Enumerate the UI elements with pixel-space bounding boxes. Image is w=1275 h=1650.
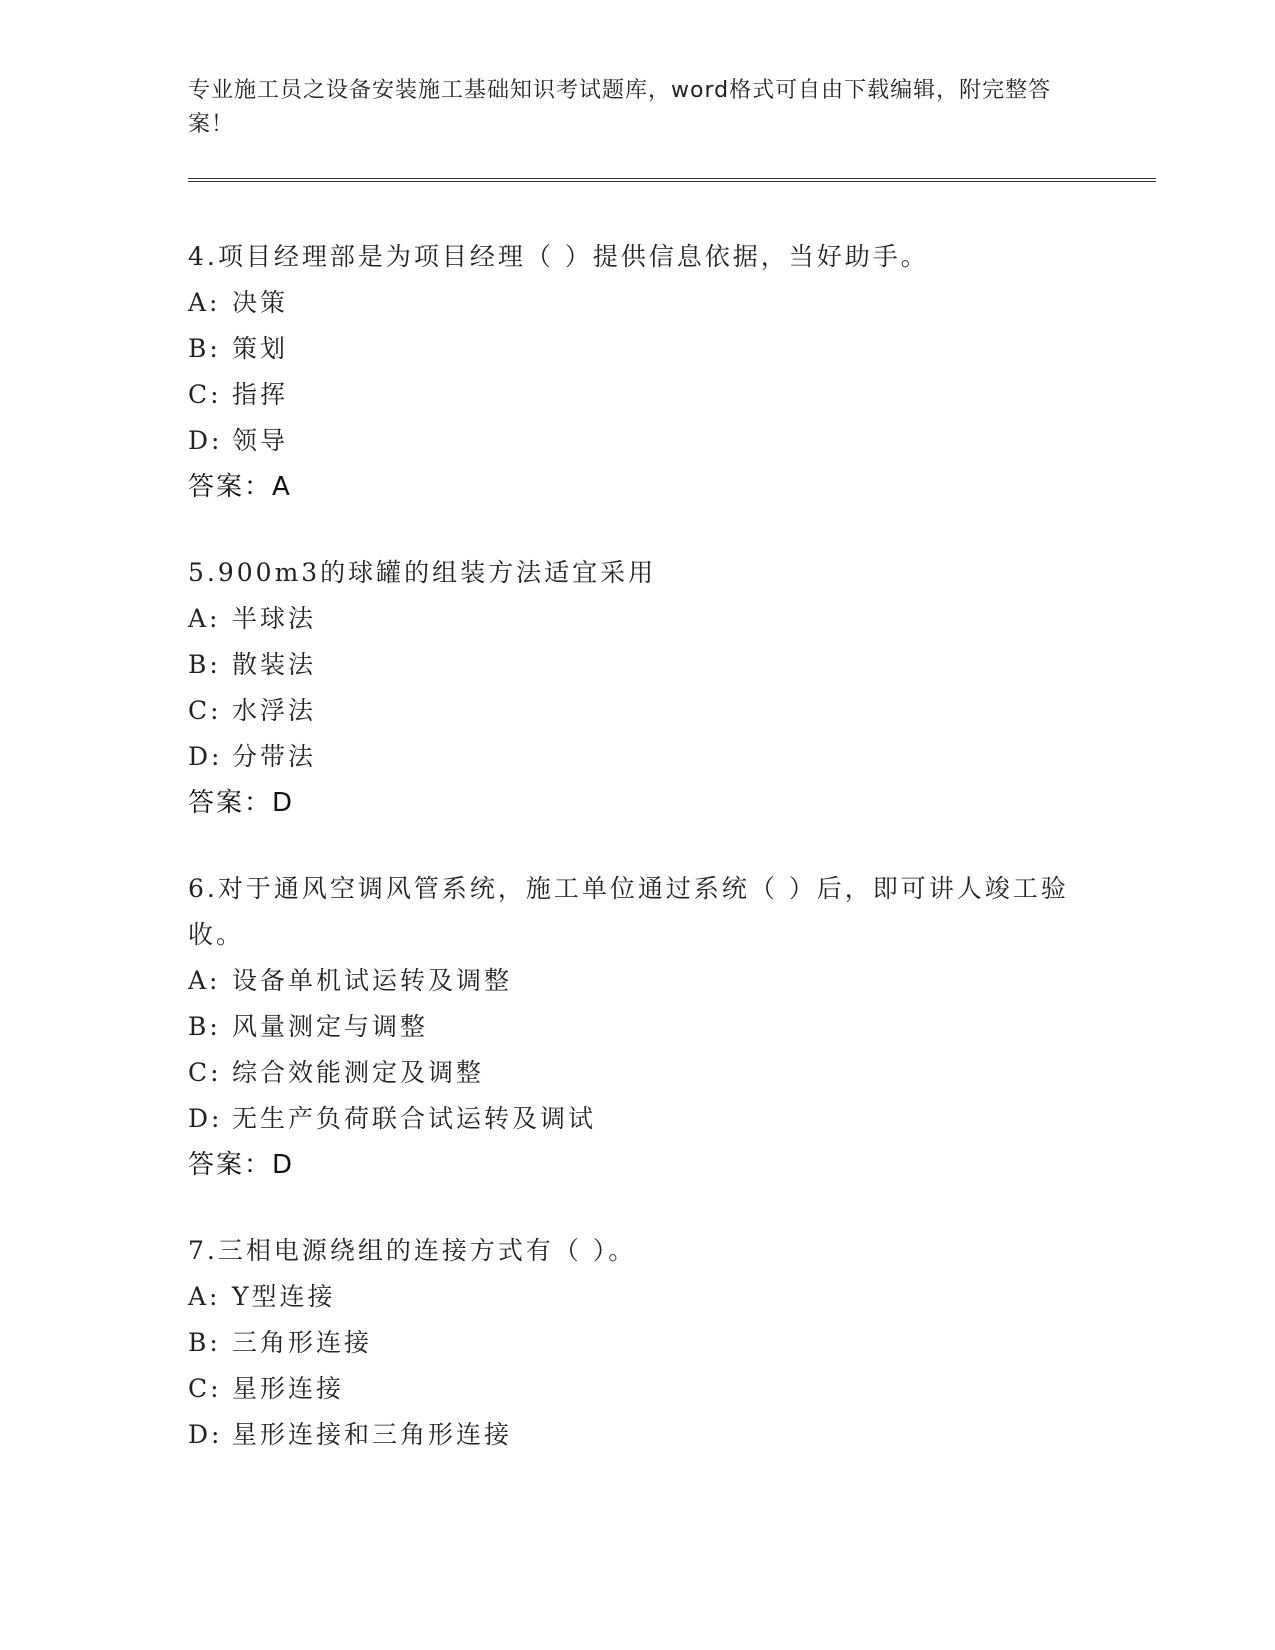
question-list (188, 234, 1088, 1498)
question-stem: 4.项目经理部是为项目经理（ ）提供信息依据，当好助手。 (188, 242, 929, 271)
question-option (188, 642, 1088, 688)
question-option (188, 1320, 1088, 1366)
option-letter: B: (188, 334, 221, 363)
option-text: Y型连接 (232, 1282, 336, 1311)
question-option (188, 326, 1088, 372)
option-text: 星形连接 (232, 1374, 345, 1403)
question-item (188, 1228, 1088, 1458)
option-text: 星形连接和三角形连接 (232, 1420, 513, 1449)
option-text: 水浮法 (232, 696, 317, 725)
option-letter: A: (188, 604, 221, 633)
option-text: 领导 (232, 426, 289, 455)
option-letter: B: (188, 650, 221, 679)
option-text: 分带法 (232, 742, 317, 771)
option-letter: B: (188, 1328, 221, 1357)
page-header-title: 专业施工员之设备安装施工基础知识考试题库，word格式可自由下载编辑，附完整答案！ (188, 78, 1052, 137)
option-text: 决策 (232, 288, 289, 317)
option-letter: D: (188, 1104, 223, 1133)
question-stem: 6.对于通风空调风管系统，施工单位通过系统（ ）后，即可讲人竣工验收。 (188, 874, 1069, 949)
question-option (188, 1096, 1088, 1142)
question-option (188, 1412, 1088, 1458)
question-option (188, 1004, 1088, 1050)
question-answer: 答案：A (188, 472, 292, 502)
option-letter: A: (188, 288, 221, 317)
option-letter: A: (188, 1282, 221, 1311)
header-divider (188, 178, 1156, 182)
option-text: 设备单机试运转及调整 (232, 966, 513, 995)
question-answer: 答案：D (188, 1150, 295, 1180)
option-text: 半球法 (232, 604, 317, 633)
option-letter: D: (188, 1420, 223, 1449)
question-item (188, 866, 1088, 1188)
option-text: 指挥 (232, 380, 289, 409)
option-letter: D: (188, 426, 223, 455)
question-option (188, 596, 1088, 642)
question-stem: 5.900m3的球罐的组装方法适宜采用 (188, 558, 657, 587)
question-option (188, 280, 1088, 326)
question-stem: 7.三相电源绕组的连接方式有（ ）。 (188, 1236, 637, 1265)
option-letter: C: (188, 1058, 222, 1087)
question-item (188, 550, 1088, 826)
question-option (188, 688, 1088, 734)
option-text: 无生产负荷联合试运转及调试 (232, 1104, 597, 1133)
option-letter: A: (188, 966, 221, 995)
option-letter: C: (188, 1374, 222, 1403)
question-option (188, 958, 1088, 1004)
question-option (188, 734, 1088, 780)
question-option (188, 1050, 1088, 1096)
question-option (188, 1366, 1088, 1412)
question-answer: 答案：D (188, 788, 295, 818)
option-text: 散装法 (232, 650, 317, 679)
option-letter: B: (188, 1012, 221, 1041)
option-text: 风量测定与调整 (232, 1012, 429, 1041)
option-text: 三角形连接 (232, 1328, 373, 1357)
question-option (188, 418, 1088, 464)
option-text: 综合效能测定及调整 (232, 1058, 485, 1087)
option-text: 策划 (232, 334, 289, 363)
option-letter: C: (188, 696, 222, 725)
option-letter: C: (188, 380, 222, 409)
question-option (188, 1274, 1088, 1320)
question-item (188, 234, 1088, 510)
question-option (188, 372, 1088, 418)
option-letter: D: (188, 742, 223, 771)
